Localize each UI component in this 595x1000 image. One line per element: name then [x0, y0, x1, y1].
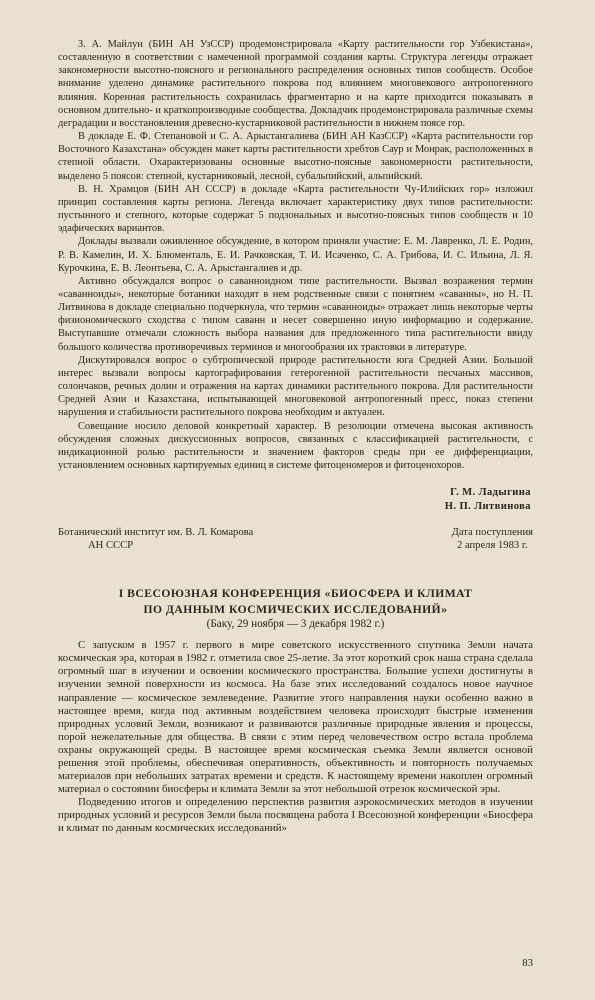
- article-title: [58, 586, 533, 617]
- conference-article: [58, 586, 533, 835]
- article-paragraph: Подведению итогов и определению перспектив развития аэрокосмических методов в изучении природных условий и ресурсов Земли была посвящена работа I Всесоюзной конференции «Биосфера и климат по данным космических исследований»: [58, 796, 533, 835]
- report-paragraph: Дискутировался вопрос о субтропической природе растительности юга Средней Азии. Большой интерес вызвали вопросы картографирования гетерогенной растительности песчаных массивов, солончаков, речных долин и отражения на картах динамики растительного покрова. Для растительности Средней Азии и Казахстана, испытывающей многовековой антропогенный пресс, показ степени нарушения и стабильности растительного покрова необходим и актуален.: [58, 354, 533, 419]
- author-name: Н. П. Литвинова: [444, 500, 531, 512]
- conference-report: [58, 38, 533, 552]
- report-paragraph: В. Н. Храмцов (БИН АН СССР) в докладе «Карта растительности Чу-Илийских гор» изложил принцип составления карты региона. Легенда включает характеристику двух типов растительности: пустынного и степного, которые содержат 5 подзональных и высотно-поясных типов сообществ и 10 эдафических вариантов.: [58, 183, 533, 235]
- report-paragraph: Совещание носило деловой конкретный характер. В резолюции отмечена высокая активность обсуждения сложных дискуссионных вопросов, связанных с классификацией растительности, с индикационной ролью растительности и значением факторов среды при ее дифференциации, установлением основных картируемых единиц в системе фитоценомеров и фитоценохоров.: [58, 420, 533, 471]
- institution: [58, 526, 253, 552]
- institution-line: АН СССР: [88, 540, 134, 552]
- institution-line: Ботанический институт им. В. Л. Комарова: [58, 527, 254, 539]
- article-title-line: ПО ДАННЫМ КОСМИЧЕСКИХ ИССЛЕДОВАНИЙ»: [143, 602, 448, 616]
- article-paragraph: С запуском в 1957 г. первого в мире советского искусственного спутника Земли начата космическая эра, которая в 1982 г. отметила свое 25-летие. За этот короткий срок наша страна сделала огромный шаг в изучении и освоении космического пространства. Большие успехи достигнуты в изучении земной поверхности из космоса. На базе этих исследований создалось новое научное направление — космическое землеведение. Развитие этого направления науки особенно важно в настоящее время, когда под активным воздействием человека происходят быстрые изменения природных условий Земли, возникают и развиваются различные природные явления и процессы, порой нежелательные для общества. В связи с этим перед человечеством остро встала проблема охраны окружающей среды. В настоящее время космическая съемка Земли является основой решения этой проблемы, обеспечивая оперативность, объективность и повторность получаемых материалов при небольших затратах времени и средств. К настоящему времени накоплен огромный материал о состоянии биосферы и климата Земли за этот небольшой отрезок космической эры.: [58, 639, 533, 796]
- author-signatures: [58, 486, 533, 513]
- page-number: 83: [522, 957, 533, 969]
- report-paragraph: В докладе Е. Ф. Степановой и С. А. Арыстангалиева (БИН АН КазССР) «Карта растительности гор Восточного Казахстана» обсужден макет карты растительности хребтов Саур и Монрак, расположенных в степной области. Охарактеризованы основные высотно-поясные закономерности растительности, выделено 5 поясов: степной, кустарниковый, лесной, субальпийский, альпийский.: [58, 131, 533, 182]
- article-body: [58, 639, 533, 835]
- report-paragraph: З. А. Майлун (БИН АН УзССР) продемонстрировала «Карту растительности гор Узбекистана», составленную в соответствии с намеченной программой создания карты. Структура легенды отражает закономерности высотно-поясного и регионального распределения основных типов сообществ. Особое внимание уделено динамике растительного покрова под влиянием многовекового антропогенного влияния. Коренная растительность сохранилась фрагментарно и на карте приходится показывать в основном длительно- и краткопроизводные сообщества. Докладчик продемонстрировала различные схемы деградации и восстановления древесно-кустарниковой растительности в нижнем поясе гор.: [58, 39, 533, 129]
- author-name: Г. М. Ладыгина: [450, 487, 531, 499]
- received-label: Дата поступления: [451, 527, 533, 539]
- article-title-line: I ВСЕСОЮЗНАЯ КОНФЕРЕНЦИЯ «БИОСФЕРА И КЛИМАТ: [118, 587, 473, 601]
- received-value: 2 апреля 1983 г.: [457, 540, 528, 552]
- report-paragraph: Активно обсуждался вопрос о саванноидном типе растительности. Вызвал возражения термин «саванноиды», некоторые ботаники находят в нем родственные связи с понятием «саванны», но Н. П. Литвинова в докладе специально подчеркнула, что термин «саванноиды» отражает лишь некоторые черты физиономического сходства с типом саванн и несет совершенно иную информацию и содержание. Выступавшие отмечали сложность выбора названия для предложенного типа растительности ввиду большого количества противоречивых терминов и многообразия их трактовки в литературе.: [58, 275, 533, 353]
- report-paragraph: Доклады вызвали оживленное обсуждение, в котором приняли участие: Е. М. Лавренко, Л. Е. Родин, Р. В. Камелин, И. Х. Блюменталь, Е. И. Рачковская, Т. И. Исаченко, С. А. Грибова, И. С. Ильина, Л. Я. Курочкина, Е. В. Леонтьева, С. А. Арыстангалиев и др.: [58, 236, 533, 274]
- article-subtitle: (Баку, 29 ноября — 3 декабря 1982 г.): [206, 618, 385, 631]
- affiliation-row: [58, 526, 533, 552]
- received-date: [452, 526, 533, 552]
